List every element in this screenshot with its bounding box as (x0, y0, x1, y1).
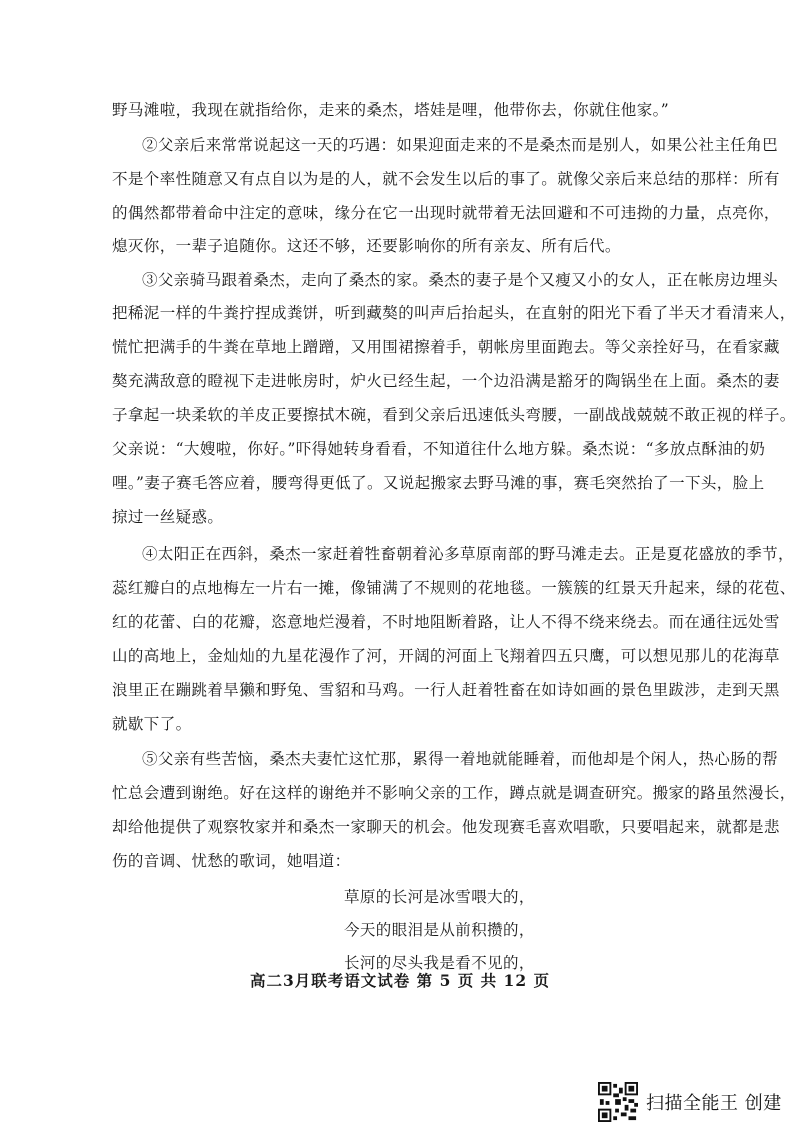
paragraph-3-line: ③父亲骑马跟着桑杰，走向了桑杰的家。桑杰的妻子是个又瘦又小的女人，正在帐房边埋头 (142, 271, 779, 289)
paragraph-5-line: 伤的音调、忧愁的歌词，她唱道： (112, 852, 351, 870)
paragraph-4-line: ④太阳正在西斜，桑杰一家赶着牲畜朝着沁多草原南部的野马滩走去。正是夏花盛放的季节， (142, 545, 794, 563)
paragraph-2-line: 不是个率性随意又有点自以为是的人，就不会发生以后的事了。就像父亲后来总结的那样：所有 (112, 170, 780, 188)
paragraph-4-line: 浪里正在蹦跳着旱獭和野兔、雪貂和马鸡。一行人赶着牲畜在如诗如画的景色里跋涉，走到天黑 (112, 681, 780, 699)
paragraph-3-line: 哩。”妻子赛毛答应着，腰弯得更低了。又说起搬家去野马滩的事，赛毛突然抬了一下头，脸上 (112, 474, 765, 492)
paragraph-4-line: 红的花蕾、白的花瓣，恣意地烂漫着，不时地阻断着路，让人不得不绕来绕去。而在通往远处雪 (112, 613, 780, 631)
page-footer: 高二3月联考语文试卷 第 5 页 共 12 页 (249, 971, 551, 990)
paragraph-3-line: 子拿起一块柔软的羊皮正要擦拭木碗，看到父亲后迅速低头弯腰，一副战战兢兢不敢正视的样子。 (112, 406, 796, 424)
text-line: 野马滩啦，我现在就指给你，走来的桑杰，塔娃是哩，他带你去，你就住他家。” (112, 101, 670, 119)
poem-line: 长河的尽头我是看不见的， (344, 954, 535, 972)
paragraph-3-line: 把稀泥一样的牛粪拧捏成粪饼，听到藏獒的叫声后抬起头，在直射的阳光下看了半天才看清来人， (112, 304, 796, 322)
poem-line: 今天的眼泪是从前积攒的， (344, 921, 535, 939)
paragraph-5-line: 却给他提供了观察牧家并和桑杰一家聊天的机会。他发现赛毛喜欢唱歌，只要唱起来，就都是悲 (112, 818, 780, 836)
paragraph-2-line: 熄灭你，一辈子追随你。这还不够，还要影响你的所有亲友、所有后代。 (112, 237, 621, 255)
qr-code-icon (598, 1082, 638, 1122)
paragraph-5-line: ⑤父亲有些苦恼，桑杰夫妻忙这忙那，累得一着地就能睡着，而他却是个闲人，热心肠的帮 (142, 750, 779, 768)
scanner-watermark (598, 1082, 782, 1122)
paragraph-5-line: 忙总会遭到谢绝。好在这样的谢绝并不影响父亲的工作，蹲点就是调查研究。搬家的路虽然漫长， (112, 784, 796, 802)
paragraph-4-line: 蕊红瓣白的点地梅左一片右一摊，像铺满了不规则的花地毯。一簇簇的红景天升起来，绿的花苞、 (112, 579, 796, 597)
paragraph-3-line: 父亲说：“大嫂啦，你好。”吓得她转身看看，不知道往什么地方躲。桑杰说：“多放点酥油的奶 (112, 440, 766, 458)
watermark-text: 扫描全能王 创建 (646, 1093, 782, 1114)
paragraph-4-line: 就歇下了。 (112, 715, 192, 733)
paragraph-4-line: 山的高地上，金灿灿的九星花漫作了河，开阔的河面上飞翔着四五只鹰，可以想见那儿的花海草 (112, 647, 780, 665)
paragraph-3-line: 掠过一丝疑惑。 (112, 508, 224, 526)
paragraph-3-line: 獒充满敌意的瞪视下走进帐房时，炉火已经生起，一个边沿满是豁牙的陶锅坐在上面。桑杰的妻 (112, 372, 780, 390)
paragraph-3-line: 慌忙把满手的牛粪在草地上蹭蹭，又用围裙擦着手，朝帐房里面跑去。等父亲拴好马，在看家藏 (112, 338, 780, 356)
paragraph-2-line: ②父亲后来常常说起这一天的巧遇：如果迎面走来的不是桑杰而是别人，如果公社主任角巴 (142, 136, 779, 154)
poem-line: 草原的长河是冰雪喂大的， (344, 888, 535, 906)
paragraph-2-line: 的偶然都带着命中注定的意味，缘分在它一出现时就带着无法回避和不可违拗的力量，点亮你， (112, 204, 780, 222)
